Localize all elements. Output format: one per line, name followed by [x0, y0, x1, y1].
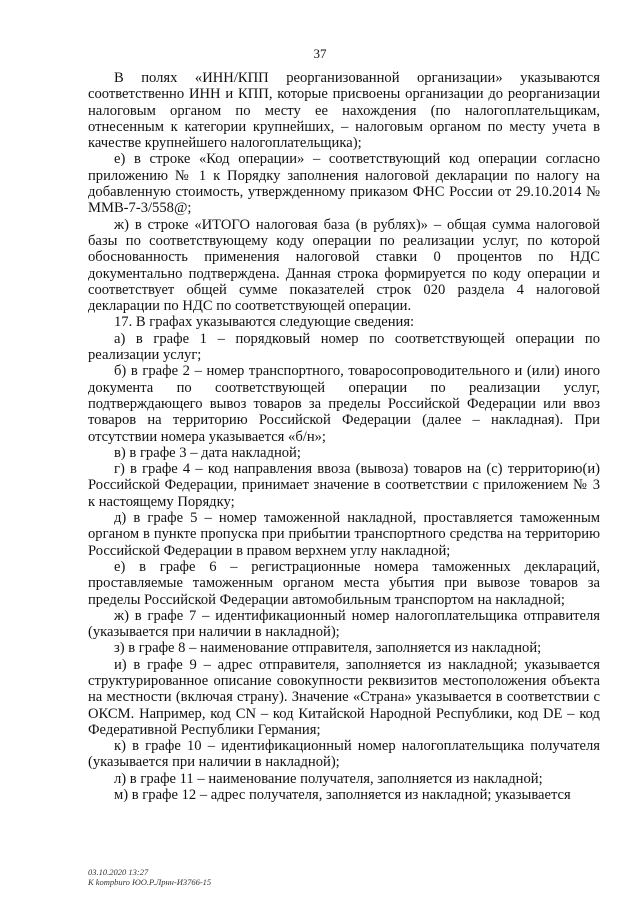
paragraph-column-12: м) в графе 12 – адрес получателя, заполняется из накладной; указывается — [114, 787, 571, 804]
paragraph-column-10: к) в графе 10 – идентификационный номер налогоплательщика получателя (указывается при наличии в накладной); — [88, 738, 600, 771]
paragraph-column-9: и) в графе 9 – адрес отправителя, заполняется из накладной; указывается структурированное описание совокупности реквизитов местоположения объекта на местности (включая страну). Значение «Страна» указывается в соответствии с ОКСМ. Например, код CN – код Китайской Народной Республики, код DE – код Федеративной Республики Германия; — [88, 656, 600, 738]
page-number: 37 — [313, 46, 327, 61]
paragraph-column-11: л) в графе 11 – наименование получателя, заполняется из накладной; — [114, 770, 543, 787]
paragraph-column-7: ж) в графе 7 – идентификационный номер налогоплательщика отправителя (указывается при наличии в накладной); — [88, 607, 600, 641]
document-body — [88, 70, 600, 803]
document-footer — [88, 867, 211, 887]
paragraph-column-1: а) в графе 1 – порядковый номер по соответствующей операции по реализации услуг; — [88, 330, 600, 364]
paragraph-section-17: 17. В графах указываются следующие сведения: — [114, 314, 415, 331]
paragraph-column-8: з) в графе 8 – наименование отправителя, заполняется из накладной; — [114, 640, 542, 657]
paragraph-column-5: д) в графе 5 – номер таможенной накладной, проставляется таможенным органом в пункте пропуска при прибытии транспортного средства на территорию Российской Федерации в правом верхнем углу накладной; — [88, 510, 600, 559]
footer-timestamp: 03.10.2020 13:27 — [88, 867, 149, 877]
paragraph-column-6: е) в графе 6 – регистрационные номера таможенных деклараций, проставляемые таможенным органом места убытия при вывозе товаров за пределы Российской Федерации автомобильным транспортом на накладной; — [88, 558, 600, 608]
footer-file-reference: К kompburo ЮО.Р.Лрнн-И3766-15 — [88, 877, 212, 887]
paragraph-column-3: в) в графе 3 – дата накладной; — [114, 444, 301, 461]
paragraph-column-4: г) в графе 4 – код направления ввоза (вывоза) товаров на (с) территорию(и) Российской Федерации, принимает значение в соответствии с приложением № 3 к настоящему Порядку; — [88, 461, 600, 510]
paragraph-operation-code: е) в строке «Код операции» – соответствующий код операции согласно приложению № 1 к Порядку заполнения налоговой декларации по налогу на добавленную стоимость, утвержденному приказом ФНС России от 29.10.2014 № ММВ-7-3/558@; — [88, 151, 600, 217]
paragraph-inn-kpp: В полях «ИНН/КПП реорганизованной организации» указываются соответственно ИНН и КПП, которые присвоены организации до реорганизации налоговым органом по месту ее нахождения (по налогоплательщикам, отнесенным к категории крупнейших, – налоговым органом по месту учета в качестве крупнейшего налогоплательщика); — [88, 70, 600, 152]
paragraph-total-tax-base: ж) в строке «ИТОГО налоговая база (в рублях)» – общая сумма налоговой базы по соответствующему коду операции по реализации услуг, по которой обоснованность применения налоговой ставки 0 процентов по НДС документально подтверждена. Данная строка формируется по коду операции и соответствует общей сумме показателей строк 020 раздела 4 налоговой декларации по НДС по соответствующей операции. — [88, 216, 600, 315]
paragraph-column-2: б) в графе 2 – номер транспортного, товаросопроводительного и (или) иного документа по соответствующей операции по реализации услуг, подтверждающего вывоз товаров за пределы Российской Федерации или ввоз товаров на территорию Российской Федерации (далее – накладная). При отсутствии номера указывается «б/н»; — [88, 363, 600, 445]
